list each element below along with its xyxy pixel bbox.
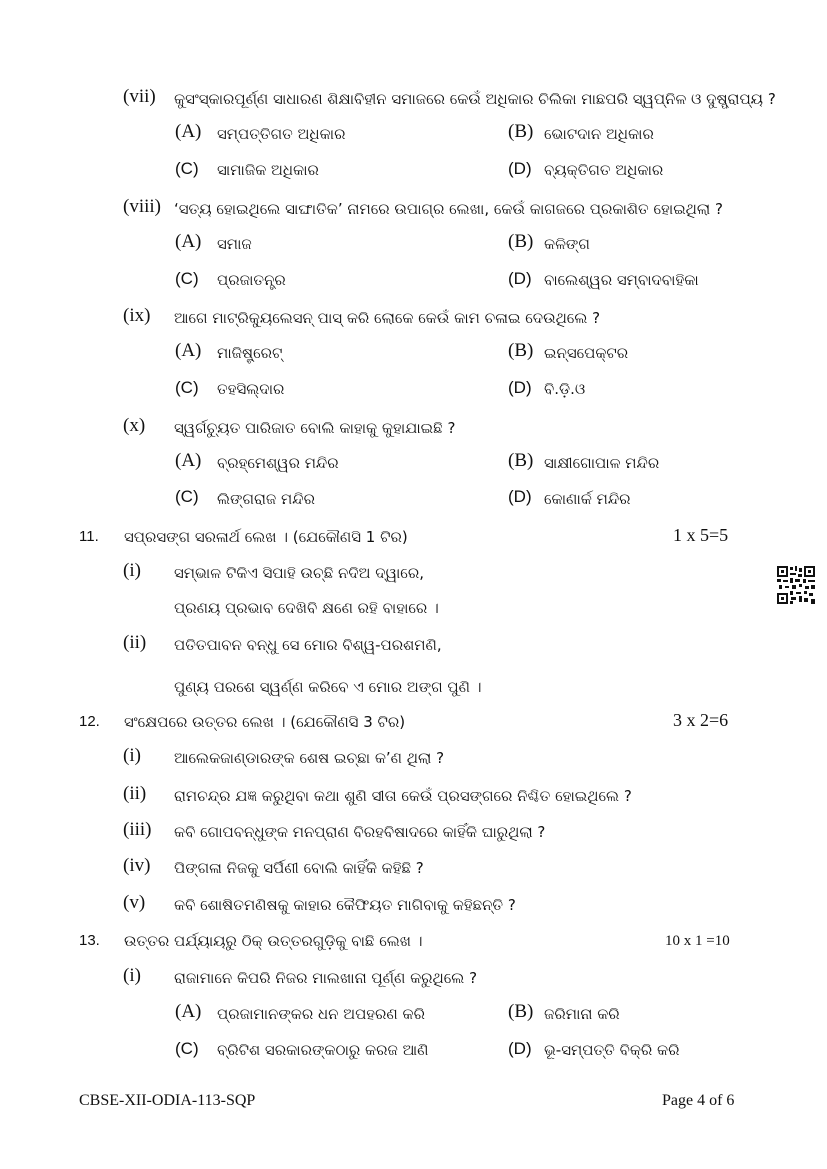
q12-v-text: କବି ଶୋଷିତମଣିଷକୁ କାହାର କୈଫିୟତ ମାଗିବାକୁ କହିଛନ୍ତି ? (174, 896, 516, 914)
q10-viii-option-b: କଳିଙ୍ଗ (544, 235, 590, 253)
q10-ix-text: ଆଗେ ମାଟ୍ରିକ୍ୟୁଲେସନ୍ ପାସ୍ କରି ଲୋକେ କେଉଁ କାମ ଚଳାଇ ଦେଉଥିଲେ ? (174, 309, 601, 327)
q11-instruction: ସପ୍ରସଙ୍ଗ ସରଳାର୍ଥ ଲେଖ । (ଯେକୌଣସି 1 ଟିର) (124, 528, 408, 546)
q10-ix-number: (ix) (123, 305, 151, 326)
q10-vii-option-d: ବ୍ୟକ୍ତିଗତ ଅଧିକାର (544, 161, 664, 179)
q10-ix-label-a: (A) (175, 340, 202, 361)
q10-vii-option-c: ସାମାଜିକ ଅଧିକାର (217, 161, 319, 179)
q10-x-label-d: (D) (508, 487, 532, 506)
q11-ii-line2: ପୁଣ୍ୟ ପରଶେ ସ୍ୱର୍ଣ୍ଣ କରିବେ ଏ ମୋର ଅଙ୍ଗ ପୁଣି । (174, 678, 482, 696)
q10-ix-label-d: (D) (508, 378, 532, 397)
q11-ii-line1: ପତିତପାବନ ବନ୍ଧୁ ସେ ମୋର ବିଶ୍ୱ-ପରଶମଣି, (174, 636, 442, 654)
q12-instruction: ସଂକ୍ଷେପରେ ଉତ୍ତର ଲେଖ । (ଯେକୌଣସି 3 ଟିର) (124, 713, 406, 731)
q10-x-option-b: ସାକ୍ଷୀଗୋପାଳ ମନ୍ଦିର (544, 454, 660, 472)
q10-ix-label-b: (B) (508, 340, 534, 361)
q13-i-label-c: (C) (175, 1039, 199, 1058)
q10-viii-label-c: (C) (175, 269, 199, 288)
q10-viii-option-d: ବାଲେଶ୍ୱର ସମ୍ବାଦବାହିକା (544, 271, 699, 289)
q13-i-label-a: (A) (175, 1001, 202, 1022)
footer-paper-code: CBSE-XII-ODIA-113-SQP (79, 1092, 256, 1109)
q12-iii-number: (iii) (123, 819, 152, 840)
q10-x-option-d: କୋଣାର୍କ ମନ୍ଦିର (544, 490, 631, 508)
q12-number: 12. (79, 713, 100, 730)
q10-vii-label-d: (D) (508, 159, 532, 178)
q10-vii-label-c: (C) (175, 159, 199, 178)
q10-x-option-a: ବ୍ରହ୍ମେଶ୍ୱର ମନ୍ଦିର (217, 454, 339, 472)
q10-vii-option-b: ଭୋଟଦାନ ଅଧିକାର (544, 125, 654, 143)
q10-viii-label-a: (A) (175, 231, 202, 252)
q11-marks: 1 x 5=5 (673, 525, 729, 545)
q12-marks: 3 x 2=6 (673, 710, 729, 730)
q10-viii-option-a: ସମାଜ (217, 235, 252, 253)
q13-i-option-c: ବ୍ରିଟିଶ ସରକାରଙ୍କଠାରୁ କରଜ ଆଣି (217, 1041, 429, 1059)
q10-viii-label-d: (D) (508, 269, 532, 288)
q10-viii-text: ‘ସତ୍ୟ ହୋଇଥିଲେ ସାଙ୍ଘାତିକ’ ନାମରେ ଉପାଗ୍ର ଲେଖା, କେଉଁ କାଗଜରେ ପ୍ରକାଶିତ ହୋଇଥିଲା ? (174, 200, 723, 218)
q10-x-label-c: (C) (175, 487, 199, 506)
q10-viii-option-c: ପ୍ରଜାତନ୍ତ୍ର (217, 271, 286, 289)
q10-ix-option-d: ବି.ଡ଼ି.ଓ (544, 380, 586, 398)
q10-ix-option-c: ତହସିଲ୍‌ଦାର (217, 380, 285, 398)
footer-page-number: Page 4 of 6 (662, 1092, 735, 1109)
q12-iv-text: ପିଙ୍ଗଳା ନିଜକୁ ସର୍ପିଣୀ ବୋଲି କାହିଁକି କହିଛି ? (174, 859, 424, 877)
q10-x-option-c: ଲିଙ୍ଗରାଜ ମନ୍ଦିର (217, 490, 315, 508)
q10-x-text: ସ୍ୱର୍ଗଚ୍ୟୁତ ପାରିଜାତ ବୋଲି କାହାକୁ କୁହାଯାଇଛି ? (174, 419, 456, 437)
q13-number: 13. (79, 932, 100, 949)
q11-i-number: (i) (123, 560, 141, 581)
q11-number: 11. (79, 528, 99, 545)
q10-viii-number: (viii) (123, 196, 161, 217)
q10-vii-label-a: (A) (175, 121, 202, 142)
q12-iii-text: କବି ଗୋପବନ୍ଧୁଙ୍କ ମନପ୍ରାଣ ବିରହବିଷାଦରେ କାହିଁକି ଘାରୁଥିଲା ? (174, 823, 546, 841)
q13-i-option-d: ଭୂ-ସମ୍ପତ୍ତି ବିକ୍ରି କରି (544, 1041, 680, 1059)
q13-marks: 10 x 1 =10 (665, 933, 730, 949)
q11-i-line2: ପ୍ରଣୟ ପ୍ରଭାବ ଦେଖିବି କ୍ଷଣେ ରହି ବାହାରେ । (174, 599, 439, 617)
q10-x-label-a: (A) (175, 450, 202, 471)
q10-x-label-b: (B) (508, 450, 534, 471)
q12-ii-text: ରାମଚନ୍ଦ୍ର ଯଜ୍ଞ କରୁଥିବା କଥା ଶୁଣି ସୀତା କେଉଁ ପ୍ରସଙ୍ଗରେ ନିଶ୍ଚିତ ହୋଇଥିଲେ ? (174, 787, 632, 805)
q13-i-option-a: ପ୍ରଜାମାନଙ୍କର ଧନ ଅପହରଣ କରି (217, 1005, 425, 1023)
q13-i-label-b: (B) (508, 1001, 534, 1022)
q10-ix-option-b: ଇନ୍ସପେକ୍ଟର (544, 344, 629, 362)
q10-ix-option-a: ମାଜିଷ୍ଟ୍ରେଟ୍ (217, 344, 283, 362)
q13-i-option-b: ଜରିମାନା କରି (544, 1005, 620, 1023)
q10-x-number: (x) (123, 415, 146, 436)
q10-vii-number: (vii) (123, 86, 156, 107)
q13-instruction: ଉତ୍ତର ପର୍ଯ୍ୟାୟରୁ ଠିକ୍ ଉତ୍ତରଗୁଡ଼ିକୁ ବାଛି ଲେଖ । (124, 932, 423, 950)
q10-vii-text: କୁସଂସ୍କାରପୂର୍ଣ୍ଣ ସାଧାରଣ ଶିକ୍ଷାବିହୀନ ସମାଜରେ କେଉଁ ଅଧିକାର ଚିଲିକା ମାଛପରି ସ୍ୱପ୍ନିଳ ଓ ଦୁଷ୍ପ୍ରାପ୍ୟ ? (174, 90, 776, 108)
q13-i-label-d: (D) (508, 1039, 532, 1058)
q12-ii-number: (ii) (123, 783, 147, 804)
q13-i-number: (i) (123, 965, 141, 986)
q11-i-line1: ସମ୍ଭାଳ ଟିକିଏ ସିପାହି ଉଚ୍ଛି ନଦିଅ ଦ୍ୱାରେ, (174, 564, 424, 582)
q12-i-text: ଆଲେକଜାଣ୍ଡାରଙ୍କ ଶେଷ ଇଚ୍ଛା କ’ଣ ଥିଲା ? (174, 749, 445, 767)
qr-code-icon (777, 566, 815, 604)
q10-viii-label-b: (B) (508, 231, 534, 252)
q10-vii-label-b: (B) (508, 121, 534, 142)
q12-i-number: (i) (123, 745, 141, 766)
q11-ii-number: (ii) (123, 632, 147, 653)
q12-v-number: (v) (123, 892, 146, 913)
q13-i-text: ରାଜାମାନେ କିପରି ନିଜର ମାଲଖାନା ପୂର୍ଣ୍ଣ କରୁଥିଲେ ? (174, 969, 478, 987)
q12-iv-number: (iv) (123, 855, 151, 876)
q10-ix-label-c: (C) (175, 378, 199, 397)
q10-vii-option-a: ସମ୍ପତ୍ତିଗତ ଅଧିକାର (217, 125, 346, 143)
